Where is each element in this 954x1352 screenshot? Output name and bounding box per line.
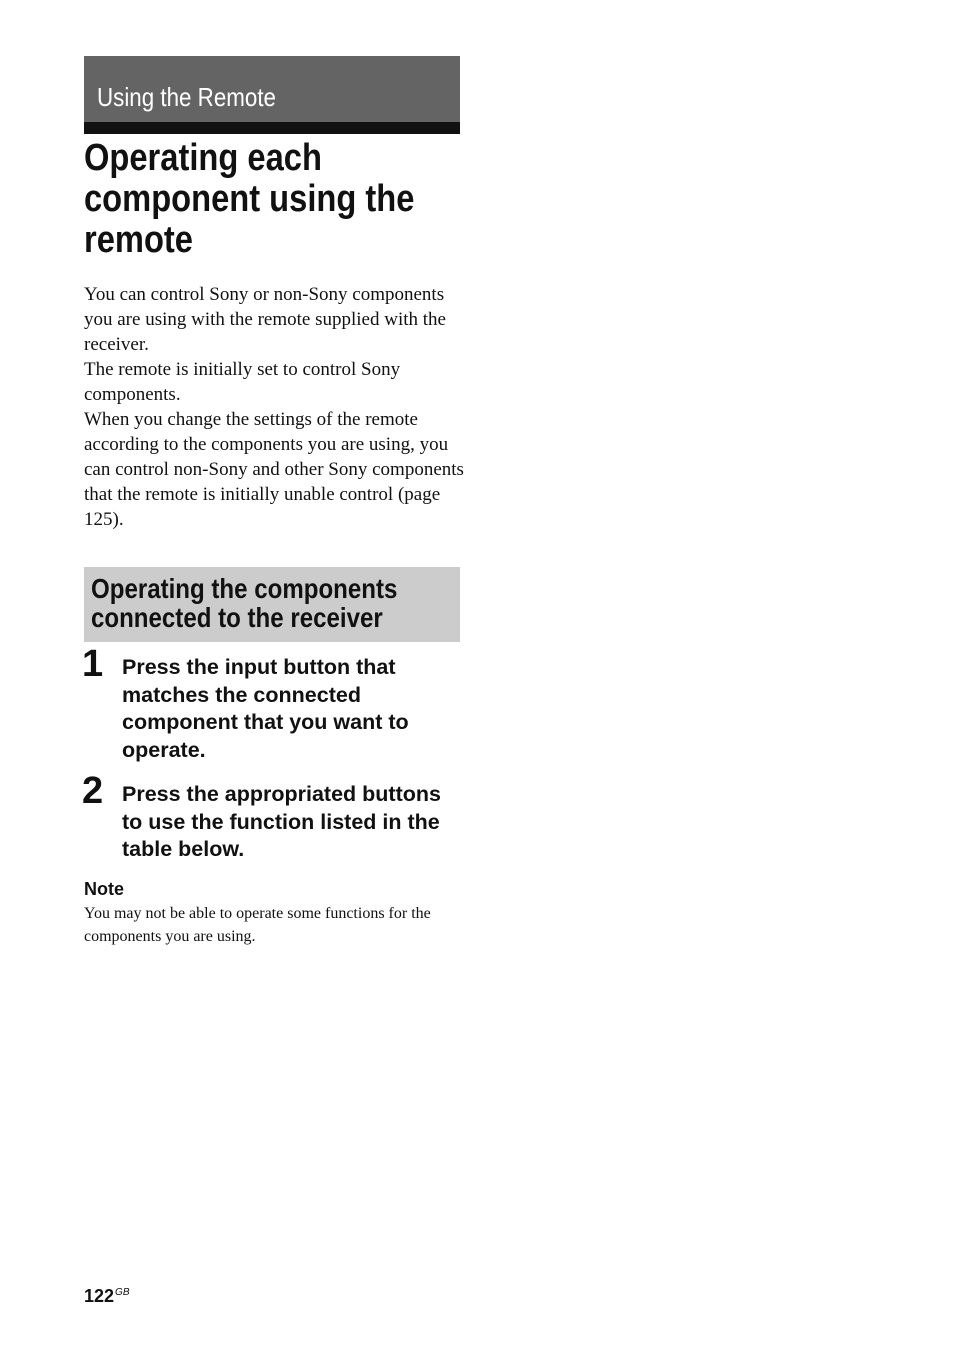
- intro-paragraph-1: You can control Sony or non-Sony components you are using with the remote supplied with the receiver.: [84, 284, 446, 355]
- page-number-suffix: GB: [115, 1287, 130, 1298]
- intro-text: [84, 282, 464, 532]
- step-1-number: 1: [82, 643, 104, 685]
- step-2-number: 2: [82, 770, 104, 812]
- section-header-label: Using the Remote: [97, 82, 276, 112]
- subsection-title: [91, 574, 461, 632]
- page-number-value: 122: [84, 1286, 115, 1306]
- page-title-line-1: Operating each: [84, 137, 322, 179]
- page-title: [84, 138, 462, 261]
- note-text: You may not be able to operate some functions for the components you are using.: [84, 905, 431, 945]
- note-label: Note: [84, 879, 124, 899]
- step-1-text: Press the input button that matches the connected component that you want to operate.: [122, 655, 409, 762]
- subsection-title-line-2: connected to the receiver: [91, 602, 383, 633]
- subsection-title-line-1: Operating the components: [91, 573, 398, 604]
- step-2-text: Press the appropriated buttons to use the function listed in the table below.: [122, 782, 441, 861]
- intro-paragraph-3: When you change the settings of the remote according to the components you are using, you can control non-Sony and other Sony components that the remote is initially unable control (page 125).: [84, 409, 464, 530]
- page-number: [84, 1281, 130, 1308]
- page-title-line-3: remote: [84, 219, 193, 261]
- intro-paragraph-2: The remote is initially set to control Sony components.: [84, 359, 401, 405]
- section-header-rule: [84, 122, 460, 134]
- page-title-line-2: component using the: [84, 178, 415, 220]
